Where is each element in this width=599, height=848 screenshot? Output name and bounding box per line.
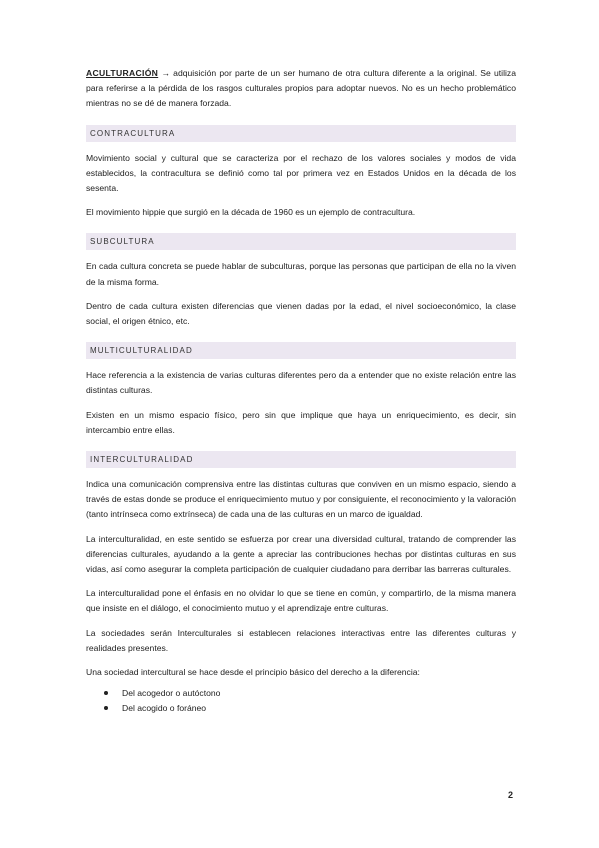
interculturalidad-p4: La sociedades serán Interculturales si establecen relaciones interactivas entre las diferentes culturas y realidades presentes. — [86, 627, 516, 653]
heading-multiculturalidad: MULTICULTURALIDAD — [86, 342, 516, 359]
term-aculturacion: ACULTURACIÓN — [86, 68, 159, 78]
interculturalidad-p5: Una sociedad intercultural se hace desde el principio básico del derecho a la diferencia: — [86, 667, 420, 678]
list-item — [86, 686, 516, 701]
intro-text-rest: utiliza para referirse a la pérdida de los rasgos culturales propios para adoptar nuevos. No es un hecho problemático mientras no se dé de manera forzada. — [86, 68, 516, 109]
heading-subcultura: SUBCULTURA — [86, 233, 516, 250]
contracultura-p1: Movimiento social y cultural que se caracteriza por el rechazo de los valores sociales y modos de vida establecidos, la contracultura se definió como tal por primera vez en Estados Unidos en la década de los sesenta. — [86, 152, 516, 194]
intro-paragraph — [86, 66, 516, 112]
list-item — [86, 701, 516, 716]
interculturalidad-p1: Indica una comunicación comprensiva entre las distintas culturas que conviven en un mismo espacio, siendo a través de estas donde se produce el enriquecimiento mutuo y por consiguiente, el reconocimiento y la valoración (tanto intrínseca como extrínseca) de cada una de las culturas en un marco de igualdad. — [86, 479, 516, 520]
arrow-icon: → — [161, 68, 170, 78]
document-page — [86, 66, 516, 717]
bullet-list — [86, 686, 516, 716]
heading-contracultura: CONTRACULTURA — [86, 125, 516, 142]
bullet-icon — [104, 691, 108, 695]
bullet-text: Del acogido o foráneo — [122, 703, 207, 714]
bullet-icon — [104, 706, 108, 710]
subcultura-p1: En cada cultura concreta se puede hablar de subculturas, porque las personas que participan de ella no la viven de la misma forma. — [86, 261, 516, 287]
page-number: 2 — [508, 790, 514, 800]
contracultura-p2: El movimiento hippie que surgió en la década de 1960 es un ejemplo de contracultura. — [86, 207, 416, 218]
multiculturalidad-p2: Existen en un mismo espacio físico, pero sin que implique que haya un enriquecimiento, es decir, sin intercambio entre ellas. — [86, 409, 516, 435]
bullet-text: Del acogedor o autóctono — [122, 688, 221, 699]
multiculturalidad-p1: Hace referencia a la existencia de varias culturas diferentes pero da a entender que no existe relación entre las distintas culturas. — [86, 370, 516, 396]
interculturalidad-p3: La interculturalidad pone el énfasis en no olvidar lo que se tiene en común, y compartirlo, de la misma manera que insiste en el diálogo, el conocimiento mutuo y el aprendizaje entre culturas. — [86, 588, 516, 614]
subcultura-p2: Dentro de cada cultura existen diferencias que vienen dadas por la edad, el nivel socioeconómico, la clase social, el origen étnico, etc. — [86, 300, 516, 327]
intro-text-line1: adquisición por parte de un ser humano de otra cultura diferente a la original. Se — [169, 68, 491, 78]
heading-interculturalidad: INTERCULTURALIDAD — [86, 451, 516, 468]
interculturalidad-p2: La interculturalidad, en este sentido se esfuerza por crear una diversidad cultural, tratando de comprender las diferencias culturales, ayudando a la gente a apreciar las contribuciones hechas por distintas culturas en sus vidas, así como asegurar la completa participación de cualquier ciudadano para derribar las barreras culturales. — [86, 533, 516, 575]
